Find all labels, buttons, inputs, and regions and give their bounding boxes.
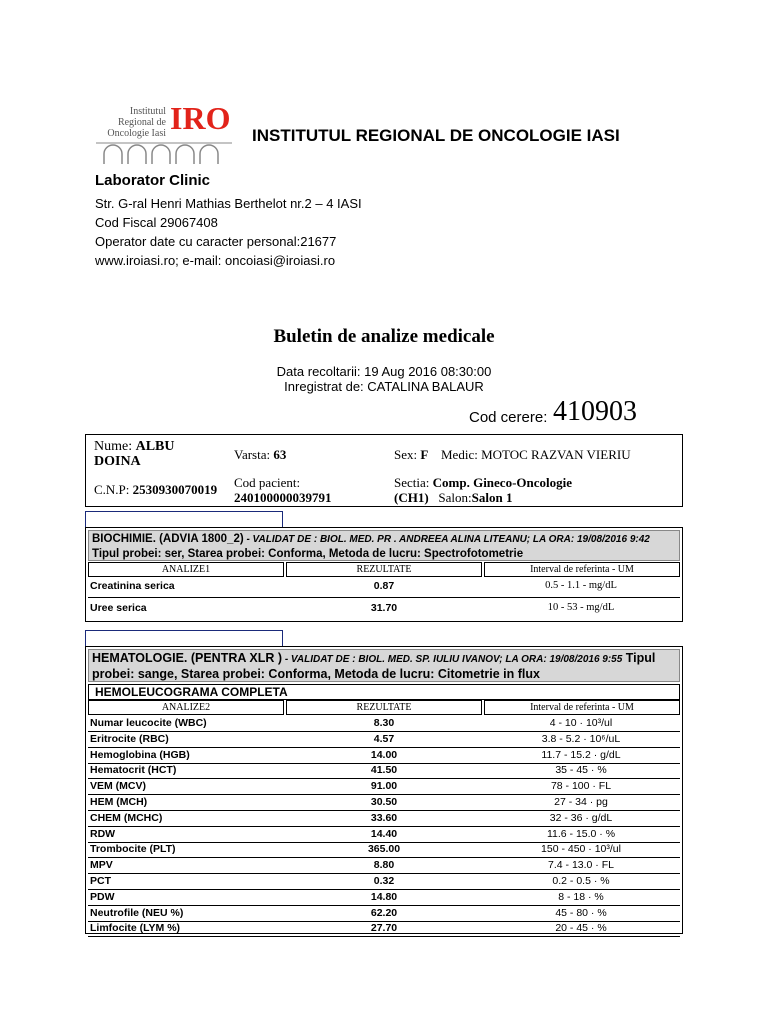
biochem-header: BIOCHIMIE. (ADVIA 1800_2) - VALIDAT DE : BIOL. MED. PR . ANDREEA ALINA LITEANU; LA ORA: 19/08/2016 9:42 Tipul probei: ser, Starea probei: Conforma, Metoda de lucru: Spectrofotometrie: [88, 530, 680, 561]
fiscal-code: Cod Fiscal 29067408: [95, 215, 218, 230]
analysis-name: MPV: [90, 859, 113, 872]
table-row: [88, 857, 680, 874]
section-tab: [85, 511, 283, 528]
operator-info: Operator date cu caracter personal:21677: [95, 234, 337, 249]
reference-range: 4 - 10 · 10³/ul: [549, 717, 613, 729]
analysis-name: VEM (MCV): [90, 780, 146, 793]
patient-age: Varsta: 63: [234, 447, 287, 462]
result-value: 8.30: [373, 717, 395, 729]
table-row: [88, 762, 680, 779]
reference-range: 35 - 45 · %: [555, 764, 607, 777]
section-tab: [85, 630, 283, 647]
analysis-name: Numar leucocite (WBC): [90, 717, 207, 729]
result-value: 0.32: [373, 875, 395, 887]
table-row: Creatinina serica 0.87 0.5 - 1.1 - mg/dL: [90, 580, 617, 592]
result-value: 62.20: [370, 906, 398, 919]
request-label: Cod cerere:: [469, 409, 548, 426]
result-value: 33.60: [370, 811, 398, 824]
table-row: [88, 731, 680, 748]
reference-range: 0.2 - 0.5 · %: [552, 875, 610, 887]
hematology-column-headers: ANALIZE2 REZULTATE Interval de referinta - UM: [88, 700, 680, 715]
table-row: [88, 920, 680, 937]
table-row: [88, 873, 680, 890]
table-row: [88, 841, 680, 858]
biochem-section: [85, 527, 683, 622]
analysis-name: HEM (MCH): [90, 796, 148, 808]
ward: Sectia: Comp. Gineco-Oncologie (CH1) Salon:Salon 1: [394, 475, 573, 505]
result-value: 14.80: [370, 890, 398, 903]
patient-cnp: C.N.P: 2530930070019: [94, 482, 218, 497]
reference-range: 150 - 450 · 10³/ul: [541, 843, 621, 856]
result-value: 30.50: [370, 796, 398, 808]
patient-code: Cod pacient: 240100000039791: [234, 475, 332, 505]
reference-range: 20 - 45 · %: [555, 922, 607, 935]
institute-name: INSTITUTUL REGIONAL DE ONCOLOGIE IASI: [252, 126, 620, 145]
hematology-header: HEMATOLOGIE. (PENTRA XLR ) - VALIDAT DE : BIOL. MED. SP. IULIU IVANOV; LA ORA: 19/08/2016 9:55 Tipul probei: sange, Starea probei: Conforma, Metoda de lucru: Citometrie in flux: [88, 649, 680, 682]
logo-mark: IRO: [170, 100, 231, 136]
table-row: [88, 715, 680, 732]
reference-range: 11.7 - 15.2 · g/dL: [541, 748, 621, 761]
analysis-name: RDW: [90, 827, 116, 840]
analysis-name: Hemoglobina (HGB): [90, 748, 190, 761]
analysis-name: Neutrofile (NEU %): [90, 906, 184, 919]
reference-range: 8 - 18 · %: [558, 890, 604, 903]
hemogram-subtitle: HEMOLEUCOGRAMA COMPLETA: [88, 684, 680, 700]
reference-range: 32 - 36 · g/dL: [549, 811, 613, 824]
reference-range: 11.6 - 15.0 · %: [546, 827, 616, 840]
analysis-name: CHEM (MCHC): [90, 811, 163, 824]
result-value: 27.70: [370, 922, 398, 935]
table-row: [88, 794, 680, 811]
doctor: Medic: MOTOC RAZVAN VIERIU: [441, 447, 631, 462]
patient-info-box: [85, 434, 683, 507]
table-row: [88, 889, 680, 906]
reference-range: 27 - 34 · pg: [554, 796, 608, 808]
reference-range: 45 - 80 · %: [555, 906, 607, 919]
patient-sex: Sex: F: [394, 447, 429, 462]
analysis-name: Eritrocite (RBC): [90, 732, 169, 745]
logo-text: Institutul Regional de Oncologie Iasi: [107, 106, 166, 139]
analysis-name: PDW: [90, 890, 115, 903]
result-value: 14.00: [370, 748, 398, 761]
analysis-name: Limfocite (LYM %): [90, 922, 181, 935]
patient-name: Nume: ALBU DOINA: [94, 439, 175, 469]
arches-building-icon: [96, 140, 232, 166]
document-title: Buletin de analize medicale: [273, 326, 495, 347]
table-row: [88, 747, 680, 764]
collection-date: Data recoltarii: 19 Aug 2016 08:30:00: [276, 364, 492, 379]
biochem-column-headers: ANALIZE1 REZULTATE Interval de referinta - UM: [88, 562, 680, 577]
result-value: 4.57: [373, 732, 395, 745]
table-row: [88, 778, 680, 795]
result-value: 41.50: [370, 764, 398, 777]
contact-info: www.iroiasi.ro; e-mail: oncoiasi@iroiasi.ro: [95, 253, 336, 268]
lab-name: Laborator Clinic: [95, 172, 211, 189]
table-row: [88, 826, 680, 843]
reference-range: 78 - 100 · FL: [550, 780, 612, 793]
analysis-name: Trombocite (PLT): [90, 843, 176, 856]
table-row: [88, 905, 680, 922]
result-value: 14.40: [370, 827, 398, 840]
analysis-name: Hematocrit (HCT): [90, 764, 177, 777]
reference-range: 7.4 - 13.0 · FL: [548, 859, 614, 872]
address: Str. G-ral Henri Mathias Berthelot nr.2 – 4 IASI: [95, 196, 362, 211]
analysis-name: PCT: [90, 875, 111, 887]
table-row: [88, 810, 680, 827]
hematology-section: [85, 646, 683, 934]
result-value: 365.00: [367, 843, 401, 856]
reference-range: 3.8 - 5.2 · 10⁶/uL: [541, 732, 621, 745]
result-value: 8.80: [373, 859, 395, 872]
result-value: 91.00: [370, 780, 398, 793]
registered-by: Inregistrat de: CATALINA BALAUR: [284, 379, 484, 394]
table-row: Uree serica 31.70 10 - 53 - mg/dL: [90, 602, 615, 614]
request-number: 410903: [553, 396, 637, 427]
